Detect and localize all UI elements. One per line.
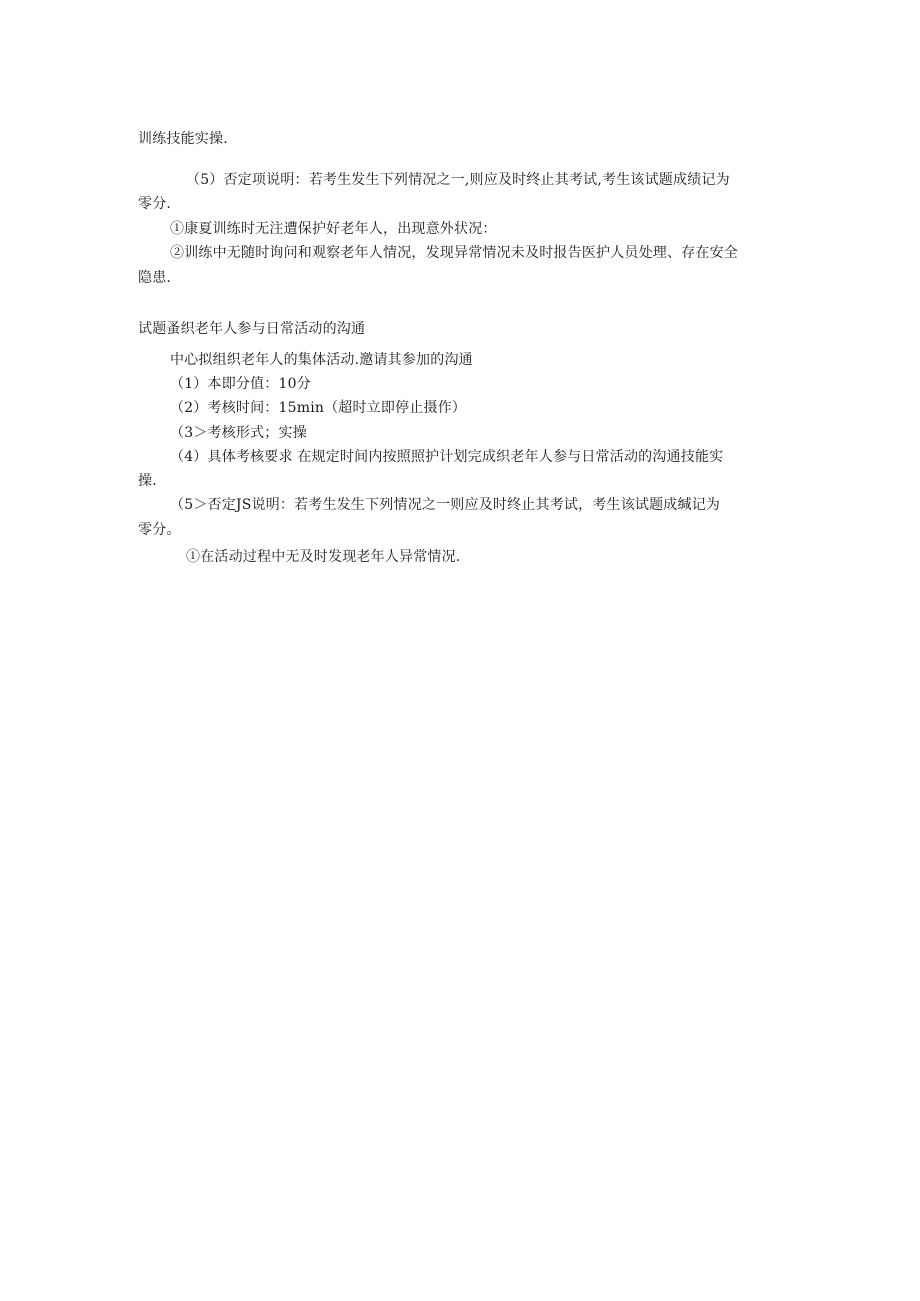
section2-item3: （3＞考核形式；实操 <box>170 425 307 441</box>
section2-intro: 中心拟组织老年人的集体活动.邀请其参加的沟通 <box>170 352 473 368</box>
section2-item2: （2）考核时间：15min（超时立即停止摄作） <box>170 400 467 416</box>
section2-item5-line1: （5＞否定JS说明：若考生发生下列情况之一则应及时终止其考试，考生该试题成缄记为 <box>170 497 721 513</box>
section2-item4-line2: 操. <box>138 473 157 489</box>
section1-item5-line2: 零分. <box>138 196 172 212</box>
section2-title: 试题蚤织老年人参与日常活动的沟通 <box>138 321 366 337</box>
section1-item5-line1: （5）否定项说明：若考生发生下列情况之一,则应及时终止其考试,考生该试题成绩记为 <box>186 172 730 188</box>
section2-point1: ①在活动过程中无及时发现老年人异常情况. <box>186 549 461 565</box>
section1-continuation: 训练技能实操. <box>138 131 228 147</box>
section2-item1: （1）本即分值：10分 <box>170 376 311 392</box>
section1-point1: ①康夏训练时无注遭保护好老年人，出现意外状况： <box>170 221 497 237</box>
section2-item5-line2: 零分。 <box>138 522 181 538</box>
section1-point2-line1: ②训练中无随时询问和观察老年人情况，发现异常情况未及时报告医护人员处理、存在安全 <box>170 245 738 261</box>
section1-point2-line2: 隐患. <box>138 270 172 286</box>
section2-item4-line1: （4）具体考核要求 在规定时间内按照照护计划完成织老年人参与日常活动的沟通技能实 <box>170 449 724 465</box>
